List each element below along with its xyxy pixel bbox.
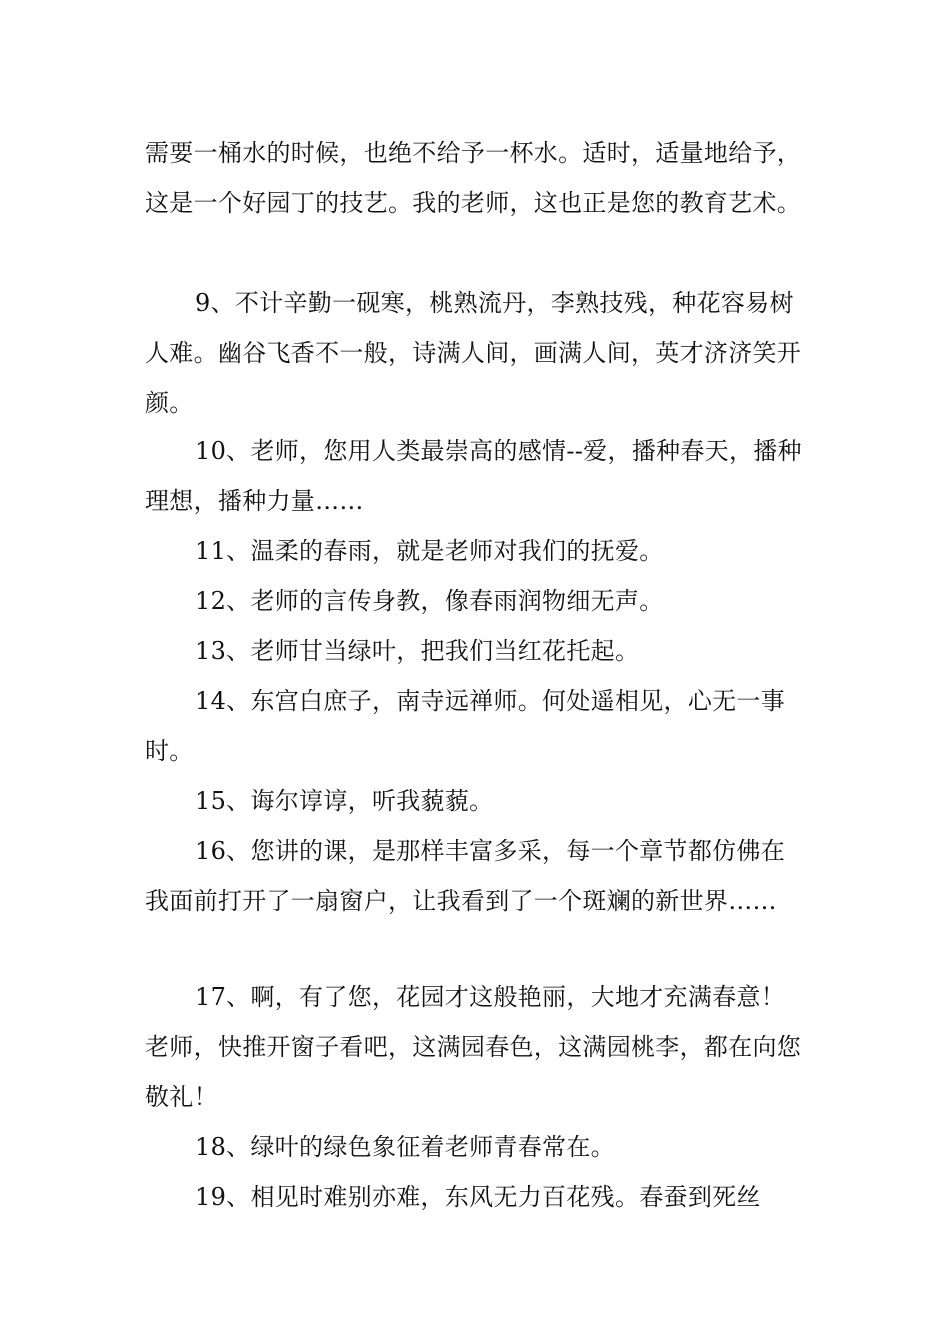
paragraph-item-14: 14、东宫白庶子，南寺远禅师。何处遥相见，心无一事时。 [145,687,786,765]
paragraph-continuation: 需要一桶水的时候，也绝不给予一杯水。适时，适量地给予，这是一个好园丁的技艺。我的老师，这也正是您的教育艺术。 [145,139,802,217]
paragraph-item-15: 15、诲尔谆谆，听我藐藐。 [195,787,494,815]
paragraph-item-19: 19、相见时难别亦难，东风无力百花残。春蚕到死丝 [195,1183,761,1211]
paragraph-item-9: 9、不计辛勤一砚寒，桃熟流丹，李熟技残，种花容易树人难。幽谷飞香不一般，诗满人间，画满人间，英才济济笑开颜。 [145,289,802,417]
paragraph-item-13: 13、老师甘当绿叶，把我们当红花托起。 [195,637,640,665]
paragraph-item-10: 10、老师，您用人类最崇高的感情--爱，播种春天，播种理想，播种力量…… [145,437,802,515]
paragraph-item-11: 11、温柔的春雨，就是老师对我们的抚爱。 [195,537,664,565]
paragraph-item-16: 16、您讲的课，是那样丰富多采，每一个章节都仿佛在我面前打开了一扇窗户，让我看到了一个斑斓的新世界…… [145,837,786,915]
paragraph-item-12: 12、老师的言传身教，像春雨润物细无声。 [195,587,664,615]
paragraph-item-17: 17、啊，有了您，花园才这般艳丽，大地才充满春意！老师，快推开窗子看吧，这满园春色，这满园桃李，都在向您敬礼！ [145,983,802,1111]
paragraph-item-18: 18、绿叶的绿色象征着老师青春常在。 [195,1133,615,1161]
